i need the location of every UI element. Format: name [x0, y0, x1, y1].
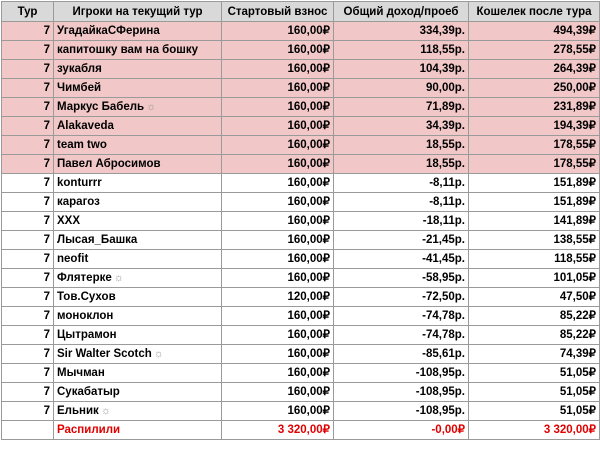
player-name: Sir Walter Scotch	[57, 348, 152, 360]
table-row	[2, 174, 600, 193]
profit-cell: -18,11р.	[334, 212, 469, 231]
fee-cell: 160,00₽	[222, 326, 334, 345]
player-name: konturrr	[57, 177, 102, 189]
fee-cell: 160,00₽	[222, 250, 334, 269]
wallet-cell: 141,89₽	[469, 212, 600, 231]
table-row	[2, 193, 600, 212]
wallet-cell: 178,55₽	[469, 155, 600, 174]
player-name-cell	[54, 136, 222, 155]
wallet-cell: 47,50₽	[469, 288, 600, 307]
table-row	[2, 136, 600, 155]
sun-mark-icon: ☼	[146, 101, 157, 113]
player-name-cell	[54, 250, 222, 269]
player-name-cell	[54, 41, 222, 60]
wallet-cell: 118,55₽	[469, 250, 600, 269]
player-name: Флятерке	[57, 272, 112, 284]
player-name: Тов.Сухов	[57, 291, 116, 303]
fee-cell: 160,00₽	[222, 117, 334, 136]
player-name-cell	[54, 174, 222, 193]
fee-cell: 160,00₽	[222, 383, 334, 402]
profit-cell: -41,45р.	[334, 250, 469, 269]
profit-cell: -108,95р.	[334, 402, 469, 421]
tur-cell: 7	[2, 60, 54, 79]
player-name-cell	[54, 193, 222, 212]
sun-mark-icon: ☼	[113, 272, 124, 284]
tur-cell: 7	[2, 364, 54, 383]
tur-cell: 7	[2, 345, 54, 364]
tur-cell: 7	[2, 231, 54, 250]
wallet-cell: 194,39₽	[469, 117, 600, 136]
player-name-cell	[54, 269, 222, 288]
table-row	[2, 60, 600, 79]
player-name: Сукабатыр	[57, 386, 120, 398]
player-name-cell	[54, 98, 222, 117]
table-row	[2, 326, 600, 345]
player-name: карагоз	[57, 196, 100, 208]
wallet-cell: 151,89₽	[469, 174, 600, 193]
fee-cell: 160,00₽	[222, 136, 334, 155]
tur-cell: 7	[2, 155, 54, 174]
table-row	[2, 250, 600, 269]
table-row	[2, 212, 600, 231]
wallet-cell: 51,05₽	[469, 383, 600, 402]
profit-cell: -108,95р.	[334, 364, 469, 383]
tur-cell: 7	[2, 326, 54, 345]
tur-cell: 7	[2, 174, 54, 193]
table-row	[2, 288, 600, 307]
profit-cell: -21,45р.	[334, 231, 469, 250]
table-row	[2, 269, 600, 288]
profit-cell: -74,78р.	[334, 326, 469, 345]
table-row	[2, 155, 600, 174]
tur-cell: 7	[2, 307, 54, 326]
player-name: XXX	[57, 215, 81, 227]
wallet-cell: 101,05₽	[469, 269, 600, 288]
wallet-cell: 178,55₽	[469, 136, 600, 155]
sun-mark-icon: ☼	[100, 405, 111, 417]
player-name-cell	[54, 155, 222, 174]
table-row	[2, 383, 600, 402]
total-wallet: 3 320,00₽	[469, 421, 600, 440]
total-profit: -0,00₽	[334, 421, 469, 440]
profit-cell: -85,61р.	[334, 345, 469, 364]
header-fee: Стартовый взнос	[222, 2, 334, 22]
wallet-cell: 264,39₽	[469, 60, 600, 79]
player-name: neofit	[57, 253, 89, 265]
table-body	[2, 22, 600, 421]
fee-cell: 160,00₽	[222, 155, 334, 174]
profit-cell: 18,55р.	[334, 155, 469, 174]
tur-cell: 7	[2, 22, 54, 41]
fee-cell: 160,00₽	[222, 345, 334, 364]
player-name: team two	[57, 139, 107, 151]
table-row	[2, 364, 600, 383]
tur-cell: 7	[2, 98, 54, 117]
tur-cell: 7	[2, 288, 54, 307]
player-name-cell	[54, 383, 222, 402]
player-name: капитошку вам на бошку	[57, 44, 199, 56]
table-row	[2, 402, 600, 421]
wallet-cell: 74,39₽	[469, 345, 600, 364]
profit-cell: 34,39р.	[334, 117, 469, 136]
total-row	[2, 421, 600, 440]
wallet-cell: 51,05₽	[469, 364, 600, 383]
tur-cell: 7	[2, 402, 54, 421]
player-name-cell	[54, 117, 222, 136]
wallet-cell: 51,05₽	[469, 402, 600, 421]
wallet-cell: 85,22₽	[469, 307, 600, 326]
player-name: Мычман	[57, 367, 105, 379]
fee-cell: 160,00₽	[222, 402, 334, 421]
fee-cell: 160,00₽	[222, 60, 334, 79]
tur-cell: 7	[2, 250, 54, 269]
profit-cell: -74,78р.	[334, 307, 469, 326]
player-name: УгадайкаСФерина	[57, 25, 160, 37]
header-players: Игроки на текущий тур	[54, 2, 222, 22]
table-row	[2, 41, 600, 60]
total-fee: 3 320,00₽	[222, 421, 334, 440]
header-tur: Тур	[2, 2, 54, 22]
tur-cell: 7	[2, 383, 54, 402]
header-wallet: Кошелек после тура	[469, 2, 600, 22]
fee-cell: 120,00₽	[222, 288, 334, 307]
player-name-cell	[54, 326, 222, 345]
player-name-cell	[54, 307, 222, 326]
tur-cell: 7	[2, 79, 54, 98]
player-name: Чимбей	[57, 82, 102, 94]
sun-mark-icon: ☼	[153, 348, 164, 360]
wallet-cell: 250,00₽	[469, 79, 600, 98]
total-tur-cell	[2, 421, 54, 440]
table-row	[2, 22, 600, 41]
tur-cell: 7	[2, 41, 54, 60]
standings-table	[1, 1, 600, 440]
wallet-cell: 151,89₽	[469, 193, 600, 212]
header-profit: Общий доход/проеб	[334, 2, 469, 22]
profit-cell: 90,00р.	[334, 79, 469, 98]
wallet-cell: 494,39₽	[469, 22, 600, 41]
fee-cell: 160,00₽	[222, 307, 334, 326]
player-name: Павел Абросимов	[57, 158, 161, 170]
profit-cell: 334,39р.	[334, 22, 469, 41]
fee-cell: 160,00₽	[222, 79, 334, 98]
tur-cell: 7	[2, 136, 54, 155]
fee-cell: 160,00₽	[222, 22, 334, 41]
tur-cell: 7	[2, 269, 54, 288]
profit-cell: -8,11р.	[334, 174, 469, 193]
table-row	[2, 98, 600, 117]
player-name-cell	[54, 60, 222, 79]
profit-cell: -58,95р.	[334, 269, 469, 288]
player-name-cell	[54, 212, 222, 231]
fee-cell: 160,00₽	[222, 231, 334, 250]
profit-cell: -72,50р.	[334, 288, 469, 307]
fee-cell: 160,00₽	[222, 98, 334, 117]
player-name-cell	[54, 364, 222, 383]
fee-cell: 160,00₽	[222, 212, 334, 231]
header-row	[2, 2, 600, 22]
player-name: Ельник	[57, 405, 99, 417]
fee-cell: 160,00₽	[222, 364, 334, 383]
profit-cell: -8,11р.	[334, 193, 469, 212]
player-name-cell	[54, 288, 222, 307]
player-name-cell	[54, 231, 222, 250]
wallet-cell: 231,89₽	[469, 98, 600, 117]
profit-cell: 18,55р.	[334, 136, 469, 155]
player-name: зукабля	[57, 63, 102, 75]
wallet-cell: 138,55₽	[469, 231, 600, 250]
tur-cell: 7	[2, 117, 54, 136]
fee-cell: 160,00₽	[222, 41, 334, 60]
profit-cell: 118,55р.	[334, 41, 469, 60]
fee-cell: 160,00₽	[222, 174, 334, 193]
profit-cell: 104,39р.	[334, 60, 469, 79]
player-name-cell	[54, 402, 222, 421]
fee-cell: 160,00₽	[222, 193, 334, 212]
total-label: Распилили	[54, 421, 222, 440]
table-row	[2, 231, 600, 250]
table-row	[2, 79, 600, 98]
player-name: Маркус Бабель	[57, 101, 145, 113]
wallet-cell: 278,55₽	[469, 41, 600, 60]
fee-cell: 160,00₽	[222, 269, 334, 288]
player-name-cell	[54, 22, 222, 41]
player-name: Лысая_Башка	[57, 234, 138, 246]
tur-cell: 7	[2, 212, 54, 231]
profit-cell: -108,95р.	[334, 383, 469, 402]
player-name: Alakaveda	[57, 120, 114, 132]
wallet-cell: 85,22₽	[469, 326, 600, 345]
table-row	[2, 345, 600, 364]
player-name: моноклон	[57, 310, 114, 322]
player-name-cell	[54, 345, 222, 364]
player-name: Цытрамон	[57, 329, 117, 341]
table-row	[2, 117, 600, 136]
table-row	[2, 307, 600, 326]
profit-cell: 71,89р.	[334, 98, 469, 117]
player-name-cell	[54, 79, 222, 98]
tur-cell: 7	[2, 193, 54, 212]
